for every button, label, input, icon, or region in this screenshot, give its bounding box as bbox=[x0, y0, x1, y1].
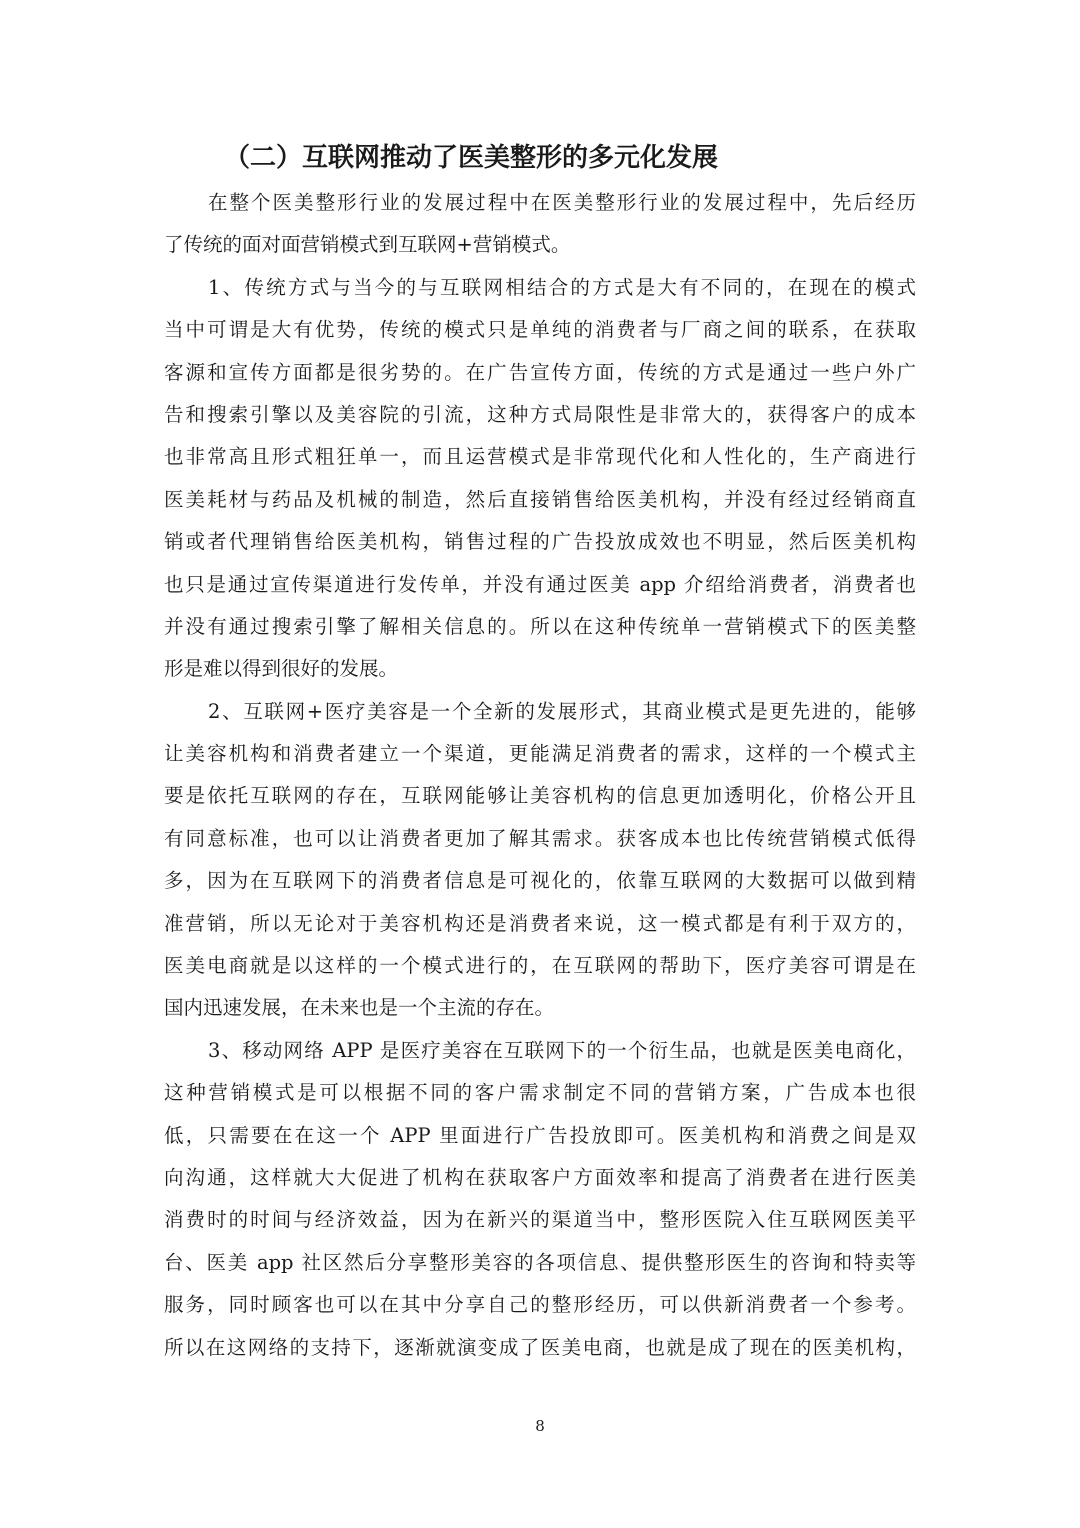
text-line: 2、互联网+医疗美容是一个全新的发展形式，其商业模式是更先进的，能够 bbox=[208, 699, 916, 723]
section-heading: （二）互联网推动了医美整形的多元化发展 bbox=[224, 143, 719, 173]
text-line: 了传统的面对面营销模式到互联网+营销模式。 bbox=[164, 233, 571, 257]
text-line: 销或者代理销售给医美机构，销售过程的广告投放成效也不明显，然后医美机构 bbox=[164, 530, 916, 554]
text-line: 并没有通过搜索引擎了解相关信息的。所以在这种传统单一营销模式下的医美整 bbox=[164, 614, 916, 638]
text-line: 低，只需要在在这一个 APP 里面进行广告投放即可。医美机构和消费之间是双 bbox=[164, 1123, 916, 1147]
text-line: 国内迅速发展，在未来也是一个主流的存在。 bbox=[164, 996, 555, 1020]
paragraph-2 bbox=[164, 267, 916, 691]
text-line: 医美耗材与药品及机械的制造，然后直接销售给医美机构，并没有经过经销商直 bbox=[164, 487, 916, 511]
text-line: 告和搜索引擎以及美容院的引流，这种方式局限性是非常大的，获得客户的成本 bbox=[164, 402, 916, 426]
text-line: 也非常高且形式粗狂单一，而且运营模式是非常现代化和人性化的，生产商进行 bbox=[164, 445, 916, 469]
text-line: 1、传统方式与当今的与互联网相结合的方式是大有不同的，在现在的模式 bbox=[208, 275, 916, 299]
text-line: 让美容机构和消费者建立一个渠道，更能满足消费者的需求，这样的一个模式主 bbox=[164, 742, 916, 766]
text-line: 形是难以得到很好的发展。 bbox=[164, 657, 399, 681]
text-line: 当中可谓是大有优势，传统的模式只是单纯的消费者与厂商之间的联系，在获取 bbox=[164, 318, 916, 342]
paragraph-4 bbox=[164, 1030, 916, 1369]
page-number: 8 bbox=[535, 1417, 545, 1435]
text-line: 医美电商就是以这样的一个模式进行的，在互联网的帮助下，医疗美容可谓是在 bbox=[164, 954, 916, 978]
text-line: 要是依托互联网的存在，互联网能够让美容机构的信息更加透明化，价格公开且 bbox=[164, 784, 916, 808]
text-line: 台、医美 app 社区然后分享整形美容的各项信息、提供整形医生的咨询和特卖等 bbox=[164, 1250, 916, 1274]
text-line: 这种营销模式是可以根据不同的客户需求制定不同的营销方案，广告成本也很 bbox=[164, 1081, 916, 1105]
text-line: 在整个医美整形行业的发展过程中在医美整形行业的发展过程中，先后经历 bbox=[208, 191, 916, 214]
body-text bbox=[164, 182, 916, 1369]
text-line: 有同意标准，也可以让消费者更加了解其需求。获客成本也比传统营销模式低得 bbox=[164, 826, 916, 850]
text-line: 服务，同时顾客也可以在其中分享自己的整形经历，可以供新消费者一个参考。 bbox=[164, 1293, 916, 1317]
text-line: 消费时的时间与经济效益，因为在新兴的渠道当中，整形医院入住互联网医美平 bbox=[164, 1208, 916, 1232]
text-line: 3、移动网络 APP 是医疗美容在互联网下的一个衍生品，也就是医美电商化， bbox=[208, 1038, 916, 1062]
text-line: 所以在这网络的支持下，逐渐就演变成了医美电商，也就是成了现在的医美机构， bbox=[164, 1335, 916, 1359]
text-line: 准营销，所以无论对于美容机构还是消费者来说，这一模式都是有利于双方的， bbox=[164, 911, 916, 935]
text-line: 多，因为在互联网下的消费者信息是可视化的，依靠互联网的大数据可以做到精 bbox=[164, 869, 916, 893]
text-line: 向沟通，这样就大大促进了机构在获取客户方面效率和提高了消费者在进行医美 bbox=[164, 1165, 916, 1189]
text-line: 也只是通过宣传渠道进行发传单，并没有通过医美 app 介绍给消费者，消费者也 bbox=[164, 572, 916, 596]
paragraph-1 bbox=[164, 182, 916, 267]
text-line: 客源和宣传方面都是很劣势的。在广告宣传方面，传统的方式是通过一些户外广 bbox=[164, 360, 916, 384]
paragraph-3 bbox=[164, 691, 916, 1030]
